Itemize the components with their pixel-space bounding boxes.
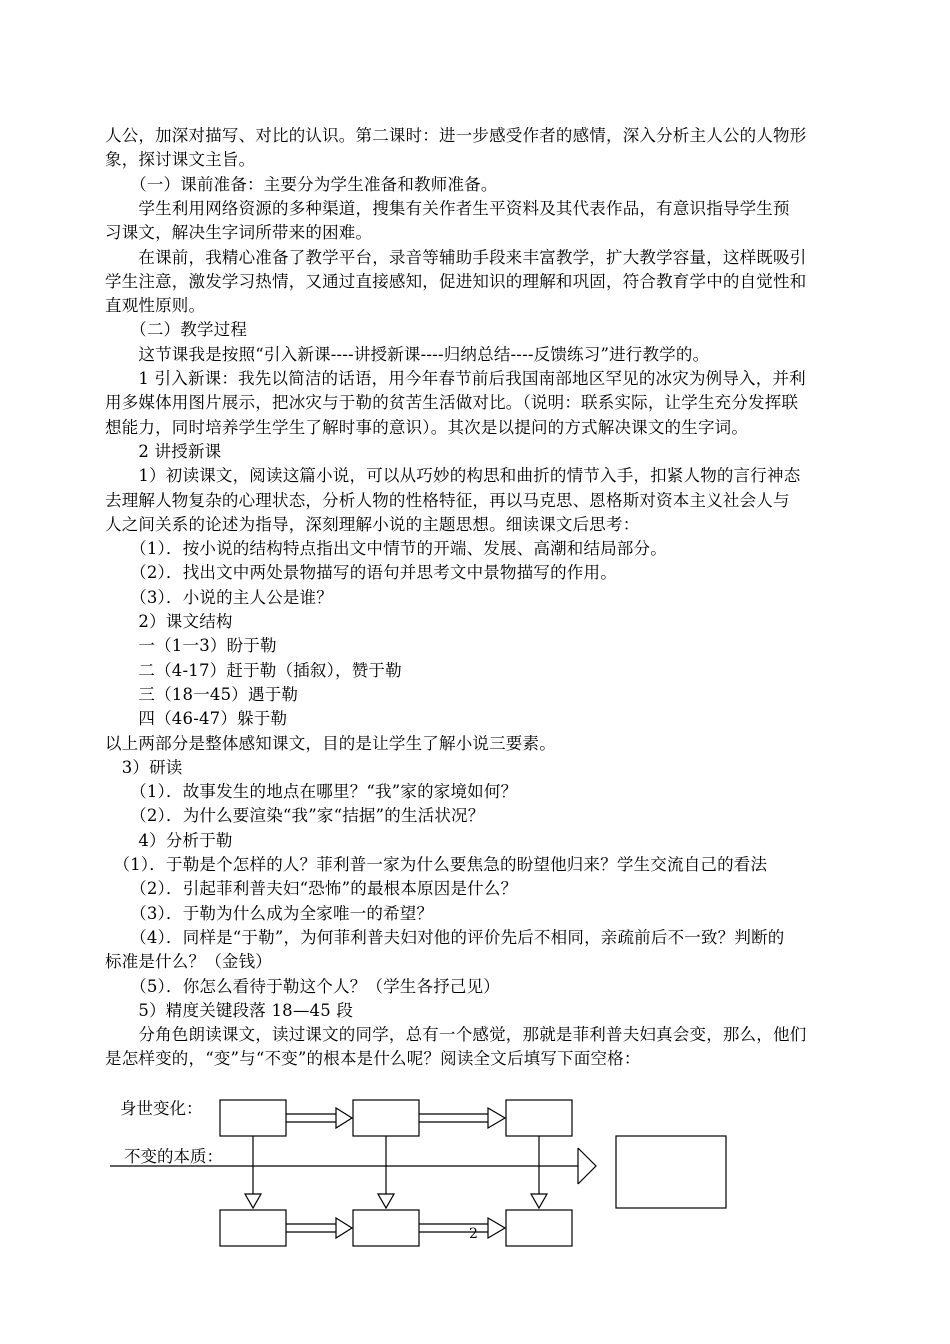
text-line: （3）．小说的主人公是谁？	[105, 587, 333, 607]
double-arrow-bottom-1	[286, 1218, 352, 1238]
text-line: 一（1一3）盼于勒	[105, 636, 277, 656]
text-line: （4）．同样是“于勒”，为何菲利普夫妇对他的评价先后不相同，亲疏前后不一致？判断的	[105, 927, 785, 947]
text-line: 二（4-17）赶于勒（插叙），赞于勒	[105, 660, 402, 680]
text-line: （1）．按小说的结构特点指出文中情节的开端、发展、高潮和结局部分。	[105, 539, 667, 559]
text-line: 4）分析于勒	[105, 830, 233, 850]
down-arrow-2	[378, 1136, 394, 1208]
double-arrow-top-2	[419, 1108, 505, 1128]
text-line: （2）．找出文中两处景物描写的语句并思考文中景物描写的作用。	[105, 563, 617, 583]
text-line: 1）初读课文，阅读这篇小说，可以从巧妙的构思和曲折的情节入手，扣紧人物的言行神态	[105, 466, 801, 486]
text-line: 是怎样变的，“变”与“不变”的根本是什么呢？阅读全文后填写下面空格：	[105, 1049, 641, 1069]
double-arrow-top-1	[286, 1108, 352, 1128]
text-line: 人公，加深对描写、对比的认识。第二课时：进一步感受作者的感情，深入分析主人公的人物形	[105, 126, 807, 145]
blank-box-bottom-2	[353, 1210, 419, 1246]
text-line: 四（46-47）躲于勒	[105, 709, 288, 729]
text-line: （2）．为什么要渲染“我”家“拮据”的生活状况？	[105, 806, 485, 826]
fill-in-diagram	[0, 1090, 950, 1344]
page-number: 2	[469, 1226, 478, 1242]
text-line: （1）．故事发生的地点在哪里？“我”家的家境如何？	[105, 782, 518, 802]
text-line: （1）．于勒是个怎样的人？菲利普一家为什么要焦急的盼望他归来？学生交流自己的看法	[105, 855, 768, 874]
text-line: （3）．于勒为什么成为全家唯一的希望？	[105, 903, 434, 923]
diagram-graphics	[0, 1090, 950, 1344]
text-line: 直观性原则。	[105, 296, 206, 316]
double-arrow-bottom-2	[419, 1218, 505, 1238]
text-line: （二）教学过程	[105, 320, 248, 340]
text-line: 5）精度关键段落 18—45 段	[105, 1000, 354, 1020]
down-arrow-3	[531, 1136, 547, 1208]
blank-box-bottom-1	[220, 1210, 286, 1246]
text-line: 标准是什么？（金钱）	[105, 952, 272, 972]
text-line: （5）．你怎么看待于勒这个人？（学生各抒己见）	[105, 976, 500, 996]
text-line: （2）．引起菲利普夫妇“恐怖”的最根本原因是什么？	[105, 879, 518, 899]
text-line: 分角色朗读课文，读过课文的同学，总有一个感觉，那就是菲利普夫妇真会变，那么，他们	[105, 1025, 807, 1045]
text-line: 人之间关系的论述为指导，深刻理解小说的主题思想。细读课文后思考：	[105, 514, 640, 534]
down-arrow-1	[245, 1136, 261, 1208]
blank-box-top-3	[506, 1100, 572, 1136]
long-horizontal-arrow	[110, 1148, 596, 1184]
label-unchanged-essence: 不变的本质：	[124, 1147, 223, 1166]
text-line: 象，探讨课文主旨。	[105, 150, 256, 170]
text-line: 想能力，同时培养学生学生了解时事的意识）。其次是以提问的方式解决课文的生字词。	[105, 417, 749, 437]
text-line: （一）课前准备：主要分为学生准备和教师准备。	[105, 174, 498, 194]
text-line: 去理解人物复杂的心理状态，分析人物的性格特征，再以马克思、恩格斯对资本主义社会人与	[105, 490, 790, 510]
text-line: 以上两部分是整体感知课文，目的是让学生了解小说三要素。	[105, 733, 556, 753]
text-line: 3）研读	[105, 757, 183, 777]
text-line: 学生利用网络资源的多种渠道，搜集有关作者生平资料及其代表作品，有意识指导学生预	[105, 198, 790, 218]
text-line: 2 讲授新课	[105, 441, 222, 461]
blank-box-large	[616, 1136, 726, 1208]
text-line: 学生注意，激发学习热情，又通过直接感知，促进知识的理解和巩固，符合教育学中的自觉性和	[105, 271, 807, 291]
text-line: 三（18一45）遇于勒	[105, 684, 299, 704]
blank-box-top-2	[353, 1100, 419, 1136]
text-line: 1 引入新课：我先以简洁的话语，用今年春节前后我国南部地区罕见的冰灾为例导入，并利	[105, 369, 806, 388]
text-line: 2）课文结构	[105, 612, 233, 631]
text-line: 这节课我是按照“引入新课----讲授新课----归纳总结----反馈练习”进行教学的。	[105, 344, 710, 364]
text-line: 用多媒体用图片展示，把冰灾与于勒的贫苦生活做对比。（说明：联系实际，让学生充分发挥联	[105, 393, 799, 413]
text-line: 在课前，我精心准备了教学平台，录音等辅助手段来丰富教学，扩大教学容量，这样既吸引	[105, 247, 807, 267]
label-identity-change: 身世变化：	[120, 1099, 203, 1118]
blank-box-top-1	[220, 1100, 286, 1136]
blank-box-bottom-3	[506, 1210, 572, 1246]
text-line: 习课文，解决生字词所带来的困难。	[105, 223, 373, 243]
